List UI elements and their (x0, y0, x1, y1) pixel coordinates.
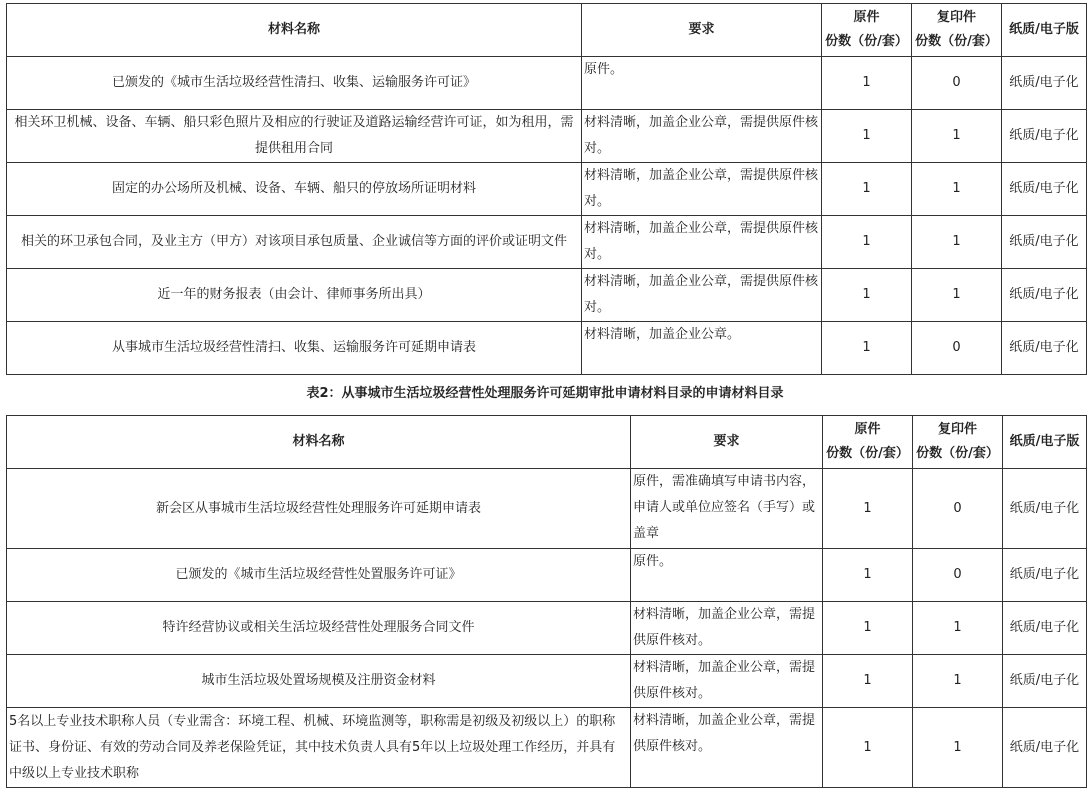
materials-table-2 (6, 415, 1087, 788)
original-count: 1 (822, 110, 912, 163)
copy-count: 1 (913, 655, 1003, 708)
medium: 纸质/电子化 (1002, 269, 1087, 322)
header-copy-count: 复印件 份数（份/套） (913, 416, 1003, 469)
copy-count: 1 (912, 163, 1002, 216)
requirement: 材料清晰，加盖企业公章，需提供原件核对。 (582, 269, 822, 322)
material-name: 近一年的财务报表（由会计、律师事务所出具） (7, 269, 582, 322)
table-row (7, 708, 1087, 788)
material-name: 从事城市生活垃圾经营性清扫、收集、运输服务许可延期申请表 (7, 322, 582, 375)
copy-count: 1 (912, 216, 1002, 269)
material-name: 已颁发的《城市生活垃圾经营性清扫、收集、运输服务许可证》 (7, 57, 582, 110)
table-row (7, 110, 1087, 163)
table-row (7, 57, 1087, 110)
header-copy-count: 复印件 份数（份/套） (912, 4, 1002, 57)
material-name: 相关的环卫承包合同，及业主方（甲方）对该项目承包质量、企业诚信等方面的评价或证明文件 (7, 216, 582, 269)
table-row (7, 549, 1087, 602)
original-count: 1 (823, 655, 913, 708)
table-row (7, 269, 1087, 322)
material-name: 城市生活垃圾处置场规模及注册资金材料 (7, 655, 631, 708)
copy-count: 0 (913, 469, 1003, 549)
material-name: 已颁发的《城市生活垃圾经营性处置服务许可证》 (7, 549, 631, 602)
copy-count: 0 (913, 549, 1003, 602)
material-name: 相关环卫机械、设备、车辆、船只彩色照片及相应的行驶证及道路运输经营许可证，如为租用，需提供租用合同 (7, 110, 582, 163)
medium: 纸质/电子化 (1003, 602, 1087, 655)
requirement: 材料清晰，加盖企业公章。 (582, 322, 822, 375)
original-count: 1 (823, 549, 913, 602)
requirement: 材料清晰，加盖企业公章，需提供原件核对。 (582, 216, 822, 269)
table-row (7, 602, 1087, 655)
requirement: 原件，需准确填写申请书内容，申请人或单位应签名（手写）或盖章 (631, 469, 823, 549)
medium: 纸质/电子化 (1002, 110, 1087, 163)
header-original-count: 原件 份数（份/套） (823, 416, 913, 469)
table-row (7, 163, 1087, 216)
medium: 纸质/电子化 (1002, 216, 1087, 269)
copy-count: 1 (912, 269, 1002, 322)
original-count: 1 (822, 269, 912, 322)
copy-count: 1 (913, 602, 1003, 655)
table-row (7, 216, 1087, 269)
original-count: 1 (822, 163, 912, 216)
header-medium: 纸质/电子版 (1002, 4, 1087, 57)
original-count: 1 (823, 469, 913, 549)
requirement: 材料清晰，加盖企业公章，需提供原件核对。 (582, 163, 822, 216)
original-count: 1 (823, 602, 913, 655)
original-count: 1 (822, 216, 912, 269)
material-name: 特许经营协议或相关生活垃圾经营性处理服务合同文件 (7, 602, 631, 655)
medium: 纸质/电子化 (1003, 469, 1087, 549)
medium: 纸质/电子化 (1003, 549, 1087, 602)
requirement: 材料清晰，加盖企业公章，需提供原件核对。 (582, 110, 822, 163)
requirement: 材料清晰，加盖企业公章，需提供原件核对。 (631, 602, 823, 655)
copy-count: 0 (912, 322, 1002, 375)
copy-count: 1 (912, 110, 1002, 163)
requirement: 原件。 (582, 57, 822, 110)
medium: 纸质/电子化 (1002, 57, 1087, 110)
medium: 纸质/电子化 (1002, 322, 1087, 375)
requirement: 材料清晰，加盖企业公章，需提供原件核对。 (631, 708, 823, 788)
medium: 纸质/电子化 (1003, 708, 1087, 788)
material-name: 5名以上专业技术职称人员（专业需含：环境工程、机械、环境监测等，职称需是初级及初级以上）的职称证书、身份证、有效的劳动合同及养老保险凭证，其中技术负责人具有5年以上垃圾处理工作经历，并具有中级以上专业技术职称 (7, 708, 631, 788)
header-medium: 纸质/电子版 (1003, 416, 1087, 469)
table-header-row (7, 4, 1087, 57)
table-row (7, 655, 1087, 708)
medium: 纸质/电子化 (1003, 655, 1087, 708)
requirement: 材料清晰，加盖企业公章，需提供原件核对。 (631, 655, 823, 708)
table-header-row (7, 416, 1087, 469)
table-2-caption: 表2：从事城市生活垃圾经营性处理服务许可延期审批申请材料目录的申请材料目录 (306, 386, 784, 401)
table-row (7, 322, 1087, 375)
materials-table-1 (6, 3, 1087, 375)
material-name: 固定的办公场所及机械、设备、车辆、船只的停放场所证明材料 (7, 163, 582, 216)
table-row (7, 469, 1087, 549)
header-requirement: 要求 (631, 416, 823, 469)
copy-count: 1 (913, 708, 1003, 788)
medium: 纸质/电子化 (1002, 163, 1087, 216)
header-material-name: 材料名称 (7, 4, 582, 57)
copy-count: 0 (912, 57, 1002, 110)
original-count: 1 (823, 708, 913, 788)
original-count: 1 (822, 322, 912, 375)
original-count: 1 (822, 57, 912, 110)
header-material-name: 材料名称 (7, 416, 631, 469)
header-original-count: 原件 份数（份/套） (822, 4, 912, 57)
requirement: 原件。 (631, 549, 823, 602)
material-name: 新会区从事城市生活垃圾经营性处理服务许可延期申请表 (7, 469, 631, 549)
header-requirement: 要求 (582, 4, 822, 57)
